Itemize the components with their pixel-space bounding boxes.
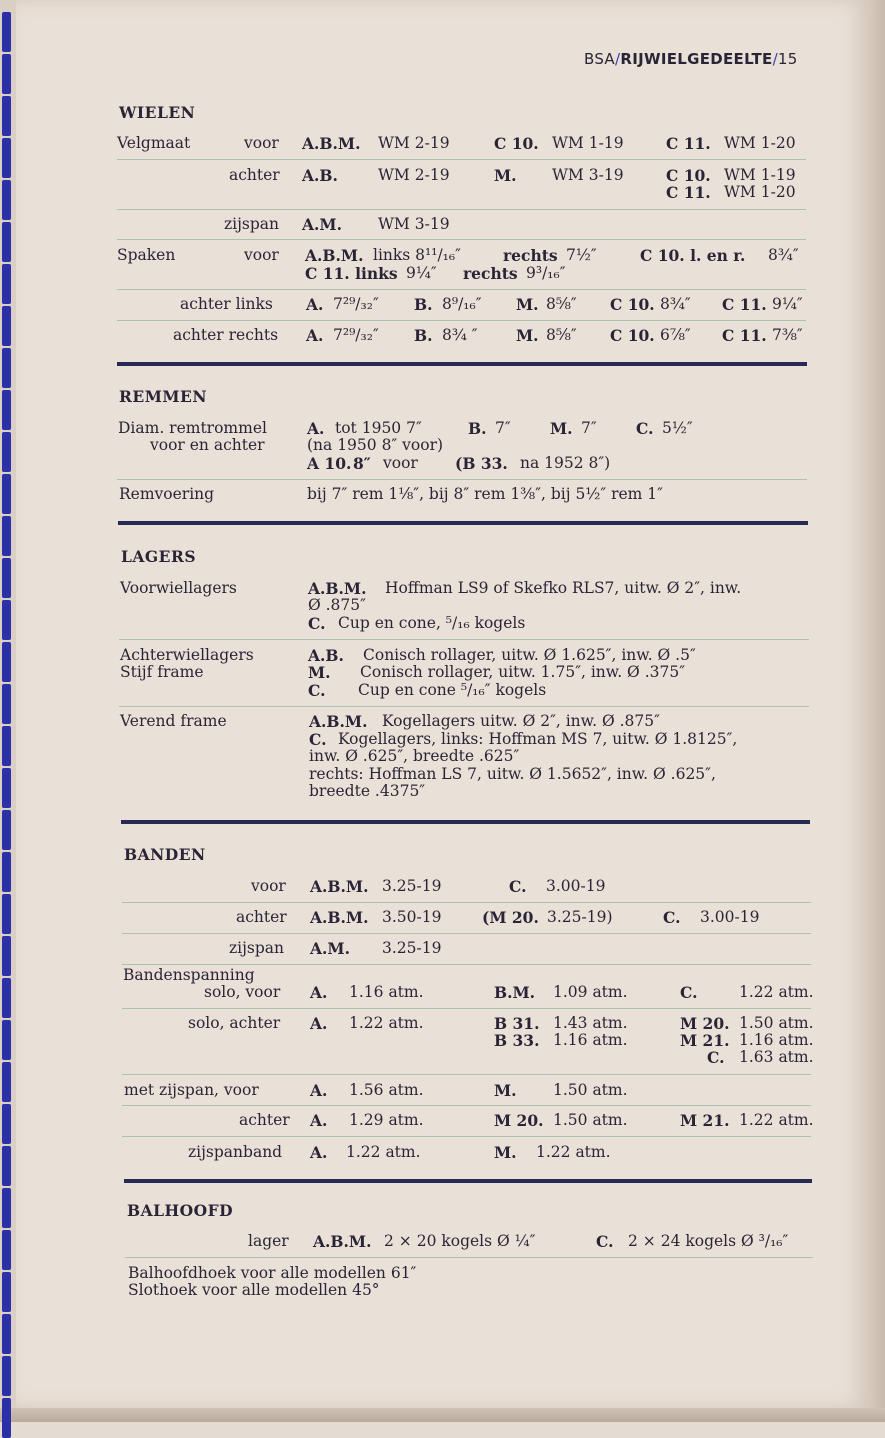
- model-code: M.: [494, 1143, 517, 1162]
- model-code: A.: [307, 419, 325, 438]
- row-divider: [117, 159, 806, 160]
- value: 7″: [495, 419, 511, 437]
- row-divider: [122, 1074, 811, 1075]
- value: 1.16 atm.: [349, 983, 424, 1001]
- header-brand: BSA: [584, 50, 615, 68]
- header-page-number: 15: [777, 50, 798, 68]
- model-code: C 11.: [666, 134, 711, 153]
- binding-coil: [2, 726, 11, 766]
- row-divider: [122, 902, 811, 903]
- value: 8⅝″: [546, 295, 577, 313]
- section-divider: [118, 521, 808, 525]
- value: Hoffman LS9 of Skefko RLS7, uitw. Ø 2″, inw.: [385, 579, 742, 597]
- value: tot 1950 7″: [335, 419, 422, 437]
- section-title-balhoofd: BALHOOFD: [127, 1201, 234, 1220]
- value: 1.50 atm.: [553, 1081, 628, 1099]
- value: 1.22 atm.: [536, 1143, 611, 1161]
- model-code: A.B.M.: [313, 1232, 372, 1251]
- label-velgmaat: Velgmaat: [117, 134, 191, 152]
- model-code: M.: [308, 663, 331, 682]
- model-code: B 33.: [494, 1031, 540, 1050]
- binding-coil: [2, 558, 11, 598]
- binding-coil: [2, 1188, 11, 1228]
- label-zijspanband: zijspanband: [188, 1143, 283, 1161]
- row-divider: [122, 933, 811, 934]
- value: 8¾″: [660, 295, 691, 313]
- value: 8¾ ″: [442, 326, 478, 344]
- label-achter: achter: [229, 166, 280, 184]
- model-code: A 10.: [307, 454, 352, 473]
- header-section: RIJWIELGEDEELTE: [620, 50, 773, 68]
- value: 1.16 atm.: [739, 1031, 814, 1049]
- label-voor: voor: [251, 877, 286, 895]
- model-code: M.: [494, 166, 517, 185]
- model-code: M 21.: [680, 1111, 730, 1130]
- note: (na 1950 8″ voor): [307, 436, 444, 454]
- label-remvoering: Remvoering: [119, 485, 215, 503]
- label-bandenspanning: Bandenspanning: [123, 966, 255, 984]
- model-code: C.: [509, 877, 527, 896]
- value: 5½″: [662, 419, 693, 437]
- binding-coil: [2, 1062, 11, 1102]
- model-code: M 21.: [680, 1031, 730, 1050]
- value: WM 1-20: [724, 134, 796, 152]
- value: 1.50 atm.: [739, 1014, 814, 1032]
- section-title-remmen: REMMEN: [119, 387, 207, 406]
- model-code: C.: [309, 730, 327, 749]
- value: WM 2-19: [378, 134, 450, 152]
- model-code: C.: [308, 681, 326, 700]
- binding-coil: [2, 768, 11, 808]
- model-code: C.: [680, 983, 698, 1002]
- row-divider: [122, 964, 811, 965]
- model-code: C.: [596, 1232, 614, 1251]
- model-code: A.B.M.: [302, 134, 361, 153]
- binding-coil: [2, 96, 11, 136]
- model-code: B.: [414, 295, 433, 314]
- model-code: C.: [707, 1048, 725, 1067]
- value: WM 1-20: [724, 183, 796, 201]
- binding-coil: [2, 1356, 11, 1396]
- value: inw. Ø .625″, breedte .625″: [309, 747, 520, 765]
- value: 1.16 atm.: [553, 1031, 628, 1049]
- value: WM 3-19: [552, 166, 624, 184]
- model-code: A.: [306, 295, 324, 314]
- model-code: A.B.: [302, 166, 338, 185]
- model-code: A.B.M.: [310, 908, 369, 927]
- row-divider: [122, 1136, 811, 1137]
- model-code: A.: [310, 1014, 328, 1033]
- note-slothoek: Slothoek voor alle modellen 45°: [128, 1281, 380, 1299]
- value: 1.29 atm.: [349, 1111, 424, 1129]
- binding-coil: [2, 852, 11, 892]
- value: 1.50 atm.: [553, 1111, 628, 1129]
- model-code: A.: [306, 326, 324, 345]
- model-code: A.M.: [302, 215, 342, 234]
- value: 1.22 atm.: [349, 1014, 424, 1032]
- value: 7½″: [566, 246, 597, 264]
- model-code: A.B.: [308, 646, 344, 665]
- model-code: M.: [516, 326, 539, 345]
- binding-coil: [2, 1314, 11, 1354]
- value: 3.00-19: [700, 908, 760, 926]
- value: 7²⁹/₃₂″: [333, 295, 379, 313]
- value-label: rechts: [503, 246, 558, 265]
- value: 2 × 20 kogels Ø ¼″: [384, 1232, 536, 1250]
- model-code: (B 33.: [455, 454, 508, 473]
- value: Kogellagers uitw. Ø 2″, inw. Ø .875″: [382, 712, 660, 730]
- row-divider: [117, 289, 806, 290]
- value: 8¾″: [768, 246, 799, 264]
- value: 3.25-19: [382, 877, 442, 895]
- value: 3.25-19): [547, 908, 613, 926]
- model-code: A.M.: [310, 939, 350, 958]
- value: WM 3-19: [378, 215, 450, 233]
- value: 1.09 atm.: [553, 983, 628, 1001]
- value: Cup en cone ⁵/₁₆″ kogels: [358, 681, 547, 699]
- binding-coil: [2, 810, 11, 850]
- model-code: A.: [310, 1143, 328, 1162]
- section-title-banden: BANDEN: [124, 845, 206, 864]
- model-code: B.M.: [494, 983, 536, 1002]
- label-voor: voor: [244, 134, 279, 152]
- value: 8″: [353, 454, 371, 473]
- section-divider: [124, 1179, 812, 1183]
- value: 3.50-19: [382, 908, 442, 926]
- value: 9¼″: [406, 264, 437, 282]
- value: 2 × 24 kogels Ø ³/₁₆″: [628, 1232, 789, 1250]
- binding-coil: [2, 54, 11, 94]
- label-solo-voor: solo, voor: [204, 983, 281, 1001]
- value: 6⅞″: [660, 326, 691, 344]
- binding-coil: [2, 600, 11, 640]
- model-code: M.: [550, 419, 573, 438]
- value: Kogellagers, links: Hoffman MS 7, uitw. Ø 1.8125″,: [338, 730, 738, 748]
- binding-coil: [2, 222, 11, 262]
- label-spaken: Spaken: [117, 246, 176, 264]
- value: 7²⁹/₃₂″: [333, 326, 379, 344]
- model-code: B 31.: [494, 1014, 540, 1033]
- binding-coil: [2, 180, 11, 220]
- page-header: [584, 50, 798, 68]
- model-code: C 10.: [666, 166, 711, 185]
- label-verend-frame: Verend frame: [120, 712, 227, 730]
- model-code: C 11.: [666, 183, 711, 202]
- label-diam-remtrommel: Diam. remtrommel: [118, 419, 267, 437]
- value: links 8¹¹/₁₆″: [373, 246, 461, 264]
- value: 1.22 atm.: [739, 1111, 814, 1129]
- label-solo-achter: solo, achter: [188, 1014, 281, 1032]
- model-code: C.: [663, 908, 681, 927]
- binding-coil: [2, 978, 11, 1018]
- label-lager: lager: [248, 1232, 289, 1250]
- value: 1.22 atm.: [346, 1143, 421, 1161]
- binding-coil: [2, 348, 11, 388]
- model-code: M 20.: [680, 1014, 730, 1033]
- model-code: C 10.: [494, 134, 539, 153]
- model-code: (M 20.: [482, 908, 539, 927]
- value: 9¼″: [772, 295, 803, 313]
- model-code: A.B.M.: [308, 579, 367, 598]
- section-title-lagers: LAGERS: [121, 547, 197, 566]
- label-zijspan: zijspan: [229, 939, 285, 957]
- value: 1.63 atm.: [739, 1048, 814, 1066]
- model-code: B.: [468, 419, 487, 438]
- value: bij 7″ rem 1⅛″, bij 8″ rem 1⅜″, bij 5½″ rem 1″: [307, 485, 663, 503]
- value: Ø .875″: [308, 596, 366, 614]
- binding-coil: [2, 1020, 11, 1060]
- model-code: A.: [310, 1111, 328, 1130]
- model-code: A.B.M.: [310, 877, 369, 896]
- note-balhoofdhoek: Balhoofdhoek voor alle modellen 61″: [128, 1264, 417, 1282]
- label-stijf-frame: Stijf frame: [120, 663, 204, 681]
- model-code: B.: [414, 326, 433, 345]
- binding-coil: [2, 474, 11, 514]
- row-divider: [117, 239, 806, 240]
- binding-coil: [2, 936, 11, 976]
- section-divider: [117, 362, 807, 366]
- page: [16, 0, 868, 1408]
- label-achter-links: achter links: [180, 295, 273, 313]
- model-code: M.: [516, 295, 539, 314]
- value: WM 2-19: [378, 166, 450, 184]
- value: voor: [383, 454, 418, 472]
- binding-coil: [2, 642, 11, 682]
- binding-coil: [2, 516, 11, 556]
- binding-coil: [2, 1272, 11, 1312]
- value: 1.43 atm.: [553, 1014, 628, 1032]
- value: WM 1-19: [552, 134, 624, 152]
- value: 1.22 atm.: [739, 983, 814, 1001]
- model-code: C.: [636, 419, 654, 438]
- model-code: C 10.: [610, 326, 655, 345]
- row-divider: [119, 706, 809, 707]
- value: 1.56 atm.: [349, 1081, 424, 1099]
- label-achter: achter: [236, 908, 287, 926]
- binding-coil: [2, 432, 11, 472]
- row-divider: [122, 1008, 811, 1009]
- binding-coil: [2, 138, 11, 178]
- model-code: A.B.M.: [309, 712, 368, 731]
- label-voorwiellagers: Voorwiellagers: [120, 579, 237, 597]
- header-sep: /: [772, 50, 778, 68]
- binding-coil: [2, 1104, 11, 1144]
- value: 8⁹/₁₆″: [442, 295, 482, 313]
- model-code: C 11.: [722, 326, 767, 345]
- value: 9³/₁₆″: [526, 264, 566, 282]
- binding-coil: [2, 390, 11, 430]
- binding-coil: [2, 12, 11, 52]
- binding-coil: [2, 894, 11, 934]
- binding-coil: [2, 1398, 11, 1438]
- binding-coil: [2, 264, 11, 304]
- label-voor-en-achter: voor en achter: [150, 436, 265, 454]
- model-code: A.B.M.: [305, 246, 364, 265]
- page-edge-right: [868, 0, 885, 1422]
- header-sep: /: [615, 50, 621, 68]
- value-label: rechts: [463, 264, 518, 283]
- model-code: M 20.: [494, 1111, 544, 1130]
- value: 7⅜″: [772, 326, 803, 344]
- label-met-zijspan-voor: met zijspan, voor: [124, 1081, 259, 1099]
- model-code: M.: [494, 1081, 517, 1100]
- value: Conisch rollager, uitw. Ø 1.625″, inw. Ø .5″: [363, 646, 696, 664]
- section-divider: [121, 820, 810, 824]
- value: Conisch rollager, uitw. 1.75″, inw. Ø .375″: [360, 663, 685, 681]
- model-code: C 10.: [610, 295, 655, 314]
- row-divider: [117, 479, 807, 480]
- row-divider: [117, 320, 806, 321]
- row-divider: [117, 209, 806, 210]
- model-code: C 11.: [722, 295, 767, 314]
- value: WM 1-19: [724, 166, 796, 184]
- value: 7″: [581, 419, 597, 437]
- model-code: C.: [308, 614, 326, 633]
- binding-coil: [2, 1230, 11, 1270]
- value: 3.25-19: [382, 939, 442, 957]
- model-code: C 11. links: [305, 264, 398, 283]
- value: 8⅝″: [546, 326, 577, 344]
- value: breedte .4375″: [309, 782, 426, 800]
- value: 3.00-19: [546, 877, 606, 895]
- value: Cup en cone, ⁵/₁₆ kogels: [338, 614, 526, 632]
- binding-coil: [2, 1146, 11, 1186]
- section-title-wielen: WIELEN: [119, 103, 196, 122]
- label-achterwiellagers: Achterwiellagers: [120, 646, 254, 664]
- label-achter-rechts: achter rechts: [173, 326, 279, 344]
- label-voor: voor: [244, 246, 279, 264]
- value: rechts: Hoffman LS 7, uitw. Ø 1.5652″, inw. Ø .625″,: [309, 765, 716, 783]
- binding-coil: [2, 684, 11, 724]
- row-divider: [125, 1257, 813, 1258]
- label-achter: achter: [239, 1111, 290, 1129]
- model-code: A.: [310, 1081, 328, 1100]
- model-code: A.: [310, 983, 328, 1002]
- model-code: C 10. l. en r.: [640, 246, 746, 265]
- label-zijspan: zijspan: [224, 215, 280, 233]
- page-edge-bottom: [0, 1408, 885, 1422]
- row-divider: [119, 639, 809, 640]
- value: na 1952 8″): [520, 454, 611, 472]
- row-divider: [122, 1105, 811, 1106]
- binding-coil: [2, 306, 11, 346]
